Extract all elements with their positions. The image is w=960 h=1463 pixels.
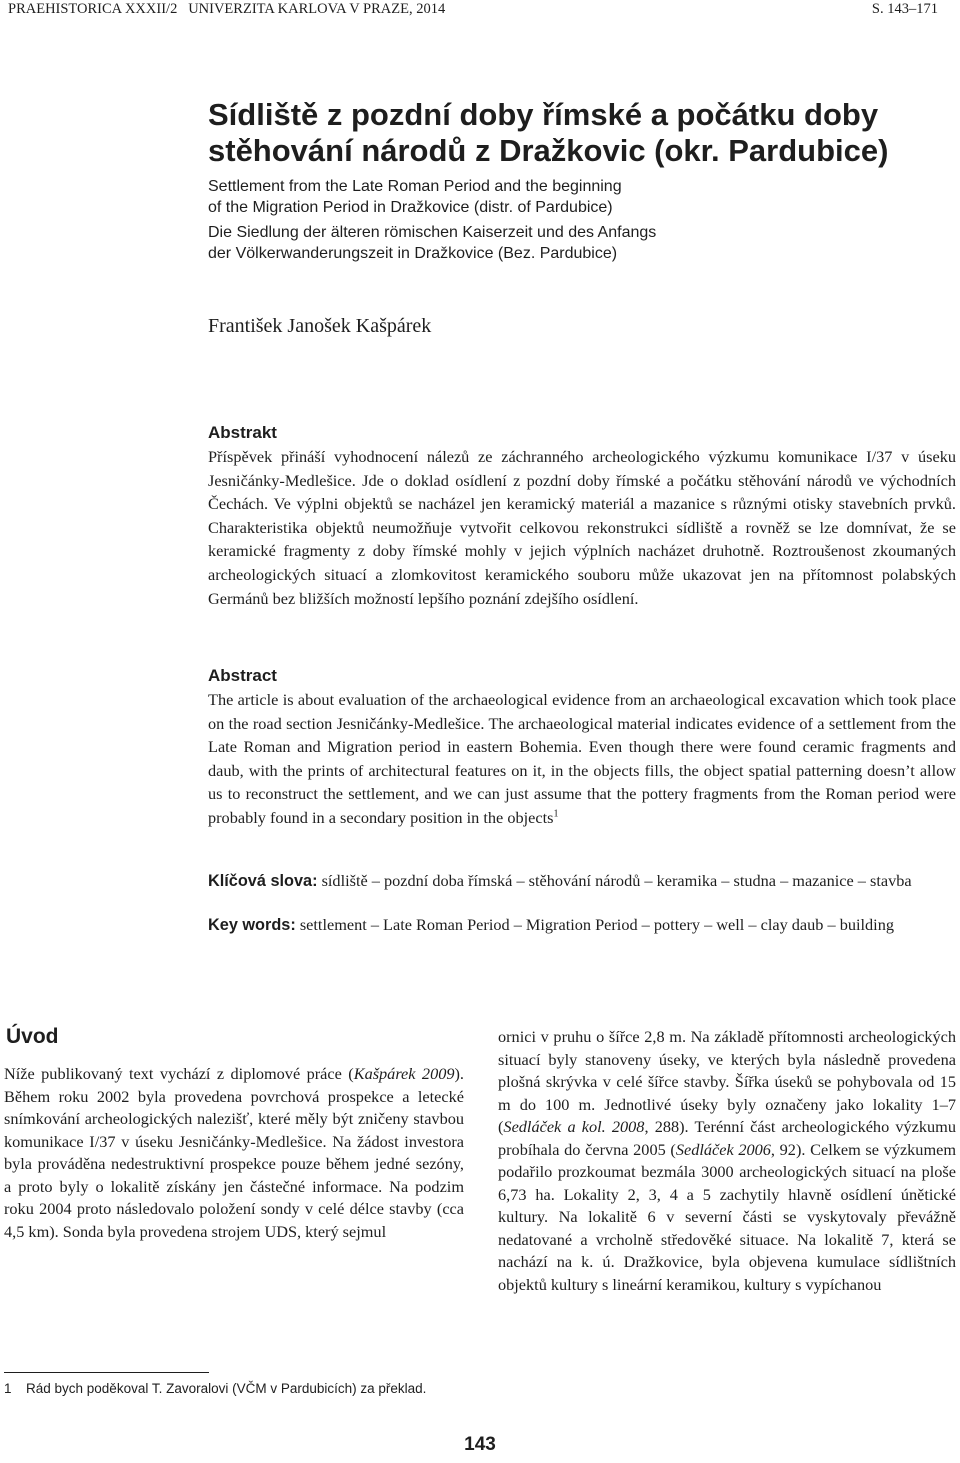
intro-heading: Úvod	[6, 1025, 59, 1048]
subtitle-de-line-2: der Völkerwanderungszeit in Dražkovice (Bez. Pardubice)	[208, 245, 618, 262]
keywords-en-label: Key words:	[208, 916, 296, 934]
intro-column-right	[498, 1026, 956, 1296]
title-line-1: Sídliště z pozdní doby římské a počátku doby	[208, 97, 879, 132]
keywords-english	[208, 913, 956, 937]
subtitle-en-line-2: of the Migration Period in Dražkovice (distr. of Pardubice)	[208, 199, 613, 216]
intro-right-text-a: ornici v pruhu o šířce 2,8 m. Na základě přítomnosti archeologických situací byly stanoveny úseky, ve kterých byla následně provedena plošná skrývka v celé šířce stavby. Šířka úseků se pohybovala od 15 m do 100 m. Jednotlivé úseky byly označeny jako lokality 1–7 (	[498, 1027, 956, 1136]
abstract-body: The article is about evaluation of the archaeological evidence from an archaeological excavation which took place on the road section Jesničánky-Medlešice. The archaeological material indicates evidence of a settlement from the Late Roman and Migration period in eastern Bohemia. Even though there were found ceramic fragments and daub, with the prints of architectural features on it, in the objects fills, the object spatial patterning doesn’t allow us to reconstruct the settlement, and we can just assume that the pottery fragments from the Roman period were probably found in a secondary position in the objects	[208, 690, 956, 827]
keywords-cz-label: Klíčová slova:	[208, 872, 318, 890]
intro-right-text-b: , 288). Terénní část archeologického výzkumu probíhala do června 2005 (	[498, 1117, 956, 1159]
abstrakt-heading: Abstrakt	[208, 423, 277, 442]
subtitle-english	[208, 176, 828, 218]
subtitle-en-line-1: Settlement from the Late Roman Period and the beginning	[208, 178, 622, 195]
keywords-en-list: settlement – Late Roman Period – Migration Period – pottery – well – clay daub – building	[295, 915, 894, 934]
intro-column-left	[4, 1063, 464, 1243]
intro-left-text-a: Níže publikovaný text vychází z diplomové práce (	[4, 1064, 354, 1083]
intro-right-text-c: , 92). Celkem se výzkumem podařilo prozkoumat bezmála 3000 archeologických situací na ploše 6,73 ha. Lokality 2, 3, 4 a 5 zachytily hlavně osídlení únětické kultury. Na lokalitě 6 v severní části se vyskytovaly převážně nedatované a vrcholně středověké situace. Na lokalitě 7, která se nachází na k. ú. Dražkovice, byla objevena kumulace sídlištních objektů kultury s lineární keramikou, kultury s vypíchanou	[498, 1139, 957, 1294]
citation-kasparek-2009: Kašpárek 2009	[353, 1064, 455, 1083]
journal-info: PRAEHISTORICA XXXII/2 UNIVERZITA KARLOVA V PRAZE, 2014	[8, 1, 446, 17]
footnote	[4, 1380, 468, 1398]
keywords-czech	[208, 869, 956, 893]
page-range: S. 143–171	[871, 1, 938, 17]
page-number: 143	[464, 1434, 496, 1455]
footnote-divider	[4, 1372, 209, 1373]
citation-sedlacek-2006: Sedláček 2006	[675, 1139, 771, 1159]
subtitle-german	[208, 222, 768, 264]
abstrakt-text: Příspěvek přináší vyhodnocení nálezů ze záchranného archeologického výzkumu komunikace I/37 v úseku Jesničánky-Medlešice. Jde o doklad osídlení z pozdní doby římské a počátku stěhování národů ve východních Čechách. Ve výplni objektů se nacházel jen keramický materiál a mazanice s různými otisky stavebních prvků. Charakteristika objektů neumožňuje vytvořit celkovou rekonstrukci sídliště a rovněž se lze domnívat, že se keramické fragmenty z doby římské mohly v jejich výplních nacházet druhotně. Roztroušenost zkoumaných archeologických situací a zlomkovitost keramického souboru může ukazovat jen na přítomnost polabských Germánů bez bližších možností lepšího poznání zdejšího osídlení.	[208, 447, 956, 608]
footnote-text: Rád bych poděkoval T. Zavoralovi (VČM v Pardubicích) za překlad.	[26, 1381, 427, 1396]
intro-left-text-b: ). Během roku 2002 byla provedena povrchová prospekce a letecké snímkování archeologických nalezišť, které měly být zničeny stavbou komunikace I/37 v úseku Jesničánky-Medlešice. Na žádost investora byla prováděna nedestruktivní prospekce pouze během jedné sezóny, a proto byly o lokalitě získány jen částečné informace. Na podzim roku 2004 proto následovalo položení sondy v celé délce stavby (cca 4,5 km). Sonda byla provedena strojem UDS, který sejmul	[4, 1064, 464, 1241]
article-title	[208, 97, 908, 169]
author-name: František Janošek Kašpárek	[208, 315, 432, 337]
abstract-text	[208, 688, 956, 830]
abstract-heading: Abstract	[208, 666, 277, 685]
footnote-reference[interactable]: 1	[553, 808, 559, 820]
keywords-cz-list: sídliště – pozdní doba římská – stěhování národů – keramika – studna – mazanice – stavba	[317, 871, 912, 890]
citation-sedlacek-2008: Sedláček a kol. 2008	[503, 1117, 645, 1136]
subtitle-de-line-1: Die Siedlung der älteren römischen Kaiserzeit und des Anfangs	[208, 224, 657, 241]
footnote-number: 1	[4, 1381, 12, 1396]
running-header	[0, 0, 960, 20]
title-line-2: stěhování národů z Dražkovic (okr. Pardubice)	[208, 133, 889, 168]
